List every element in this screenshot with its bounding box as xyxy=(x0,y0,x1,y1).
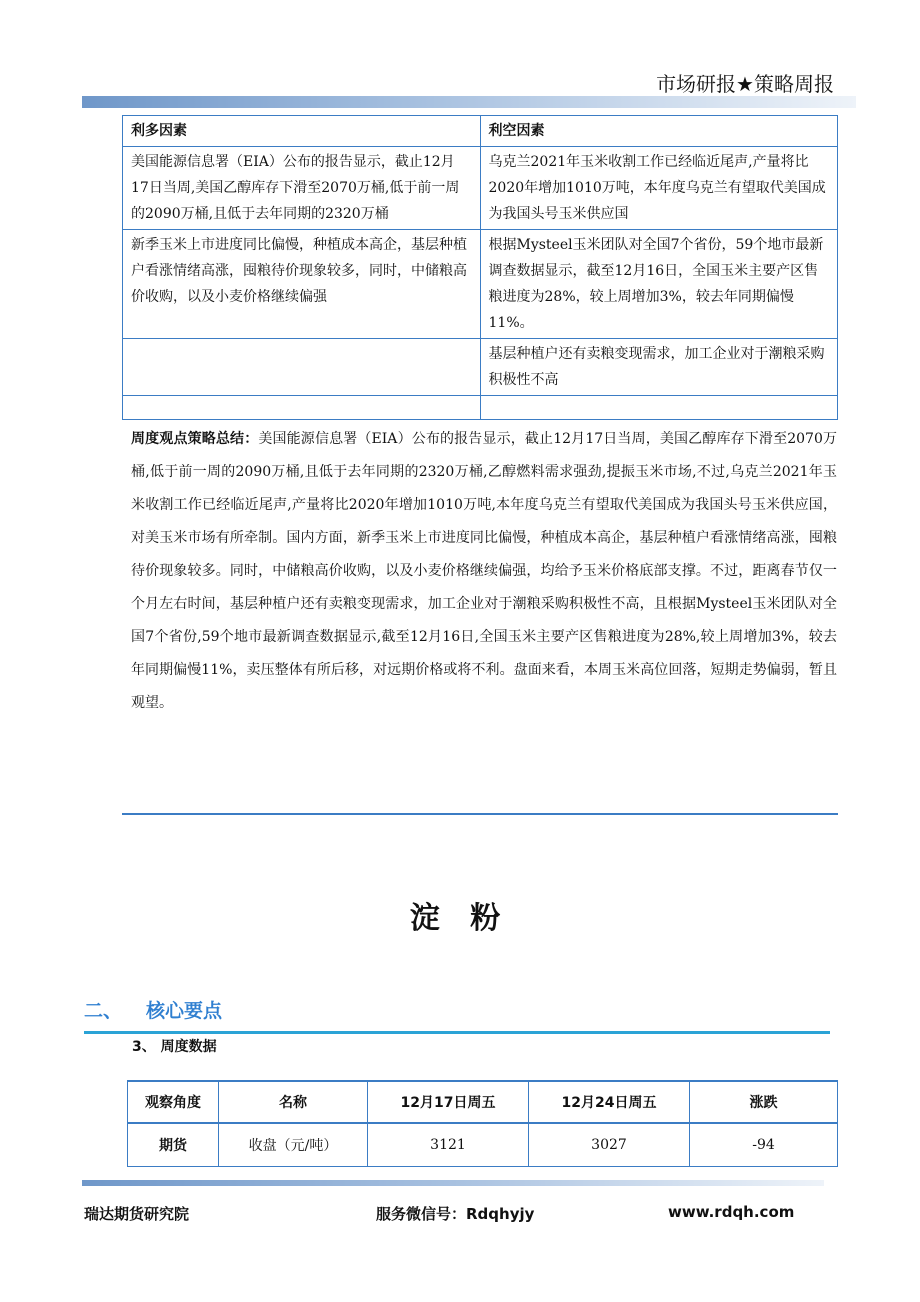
col-header-perspective: 观察角度 xyxy=(128,1081,219,1123)
footer-org: 瑞达期货研究院 xyxy=(84,1205,190,1223)
bullish-cell: 美国能源信息署（EIA）公布的报告显示，截止12月17日当周,美国乙醇库存下滑至2070万桶,低于前一周的2090万桶,且低于去年同期的2320万桶 xyxy=(123,147,481,230)
factors-header-row xyxy=(123,116,838,147)
weekly-strategy-summary xyxy=(131,423,837,720)
bearish-cell xyxy=(480,396,838,420)
col-header-prev-week: 12月17日周五 xyxy=(368,1081,529,1123)
report-header-title: 市场研报★策略周报 xyxy=(656,72,834,96)
factors-row xyxy=(123,147,838,230)
bullish-cell xyxy=(123,396,481,420)
weekly-data-heading: 3、 周度数据 xyxy=(132,1039,217,1055)
factors-row xyxy=(123,230,838,339)
weekly-data-table xyxy=(127,1080,838,1167)
row-prev-value: 3121 xyxy=(368,1123,529,1167)
core-divider xyxy=(84,1031,830,1034)
weekly-header-row xyxy=(128,1081,838,1123)
factors-table xyxy=(122,115,838,420)
row-change: -94 xyxy=(690,1123,838,1167)
bearish-cell: 乌克兰2021年玉米收割工作已经临近尾声,产量将比2020年增加1010万吨，本年度乌克兰有望取代美国成为我国头号玉米供应国 xyxy=(480,147,838,230)
col-header-name: 名称 xyxy=(219,1081,368,1123)
row-name: 收盘（元/吨） xyxy=(219,1123,368,1167)
core-points-heading xyxy=(84,996,222,1023)
row-curr-value: 3027 xyxy=(529,1123,690,1167)
section-title: 淀 粉 xyxy=(409,901,511,936)
col-header-this-week: 12月24日周五 xyxy=(529,1081,690,1123)
footer-divider xyxy=(82,1180,824,1186)
bearish-header: 利空因素 xyxy=(480,116,838,147)
footer-website[interactable]: www.rdqh.com xyxy=(668,1203,795,1221)
footer-wechat: 服务微信号：Rdqhyjy xyxy=(376,1205,535,1223)
bullish-cell xyxy=(123,339,481,396)
bearish-cell: 根据Mysteel玉米团队对全国7个省份，59个地市最新调查数据显示，截至12月16日，全国玉米主要产区售粮进度为28%，较上周增加3%，较去年同期偏慢11%。 xyxy=(480,230,838,339)
summary-label: 周度观点策略总结： xyxy=(131,431,259,447)
row-category: 期货 xyxy=(128,1123,219,1167)
col-header-change: 涨跌 xyxy=(690,1081,838,1123)
summary-divider xyxy=(122,813,838,815)
factors-row xyxy=(123,396,838,420)
factors-row xyxy=(123,339,838,396)
core-title: 核心要点 xyxy=(146,1000,223,1022)
bullish-header: 利多因素 xyxy=(123,116,481,147)
table-row xyxy=(128,1123,838,1167)
bullish-cell: 新季玉米上市进度同比偏慢，种植成本高企，基层种植户看涨情绪高涨，囤粮待价现象较多，同时，中储粮高价收购，以及小麦价格继续偏强 xyxy=(123,230,481,339)
core-number: 二、 xyxy=(84,1000,123,1022)
header-divider xyxy=(82,96,856,108)
bearish-cell: 基层种植户还有卖粮变现需求，加工企业对于潮粮采购积极性不高 xyxy=(480,339,838,396)
summary-text: 美国能源信息署（EIA）公布的报告显示，截止12月17日当周，美国乙醇库存下滑至2070万桶,低于前一周的2090万桶,且低于去年同期的2320万桶,乙醇燃料需求强劲,提振玉米市场,不过,乌克兰2021年玉米收割工作已经临近尾声,产量将比2020年增加1010万吨,本年度乌克兰有望取代美国成为我国头号玉米供应国，对美玉米市场有所牵制。国内方面，新季玉米上市进度同比偏慢，种植成本高企，基层种植户看涨情绪高涨，囤粮待价现象较多。同时，中储粮高价收购，以及小麦价格继续偏强，均给予玉米价格底部支撑。不过，距离春节仅一个月左右时间，基层种植户还有卖粮变现需求，加工企业对于潮粮采购积极性不高，且根据Mysteel玉米团队对全国7个省份,59个地市最新调查数据显示,截至12月16日,全国玉米主要产区售粮进度为28%,较上周增加3%，较去年同期偏慢11%，卖压整体有所后移，对远期价格或将不利。盘面来看，本周玉米高位回落，短期走势偏弱，暂且观望。 xyxy=(131,431,838,711)
